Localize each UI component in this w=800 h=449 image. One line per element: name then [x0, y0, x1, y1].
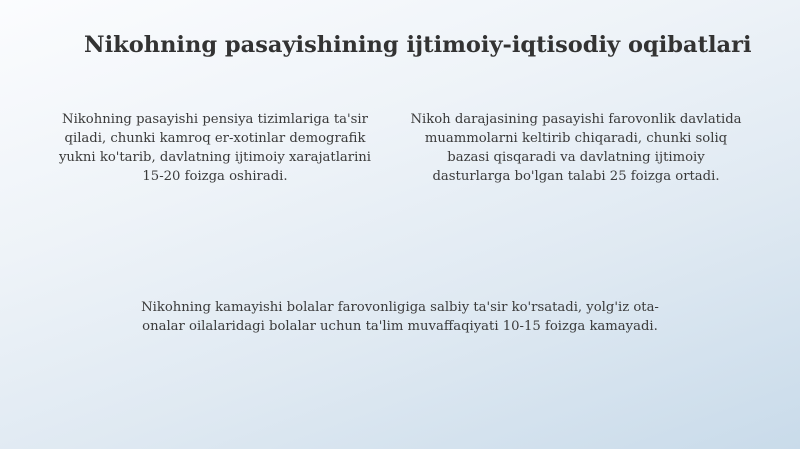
paragraph-welfare-state-impact: Nikoh darajasining pasayishi farovonlik davlatida muammolarni keltirib chiqaradi, chunki soliq bazasi qisqaradi va davlatning ijtimoiy dasturlarga bo'lgan talabi 25 foizga ortadi. [410, 112, 742, 184]
paragraph-child-welfare-impact: Nikohning kamayishi bolalar farovonligiga salbiy ta'sir ko'rsatadi, yolg'iz ota-onalar oilalaridagi bolalar uchun ta'lim muvaffaqiyati 10-15 foizga kamayadi. [141, 300, 659, 334]
slide-title: Nikohning pasayishining ijtimoiy-iqtisodiy oqibatlari [84, 32, 752, 58]
paragraph-pension-impact: Nikohning pasayishi pensiya tizimlariga ta'sir qiladi, chunki kamroq er-xotinlar demografik yukni ko'tarib, davlatning ijtimoiy xarajatlarini 15-20 foizga oshiradi. [58, 112, 372, 184]
